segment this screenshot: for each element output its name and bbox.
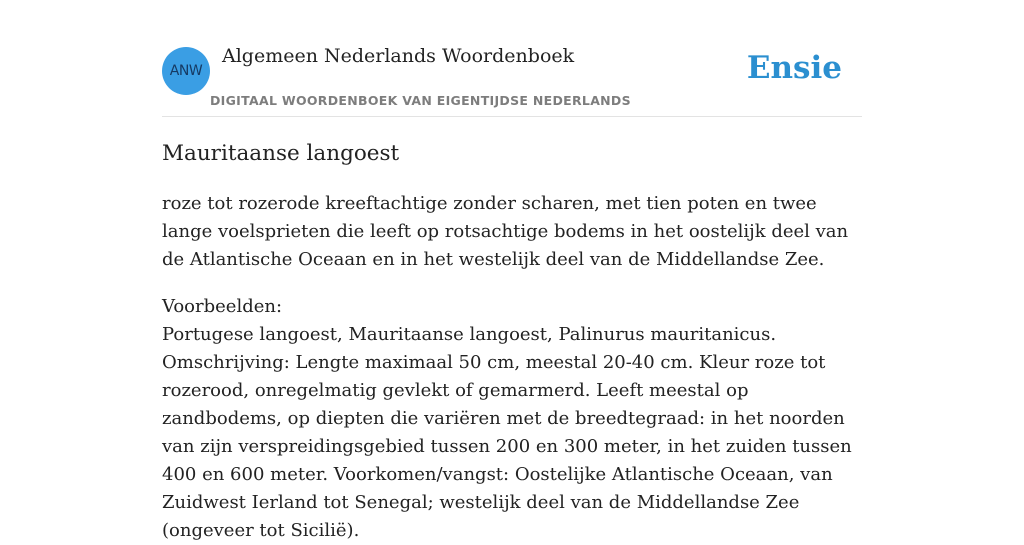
entry-headword: Mauritaanse langoest	[162, 141, 400, 166]
entry-definition: roze tot rozerode kreeftachtige zonder scharen, met tien poten en twee lange voelsprieten die leeft op rotsachtige bodems in het oostelijk deel van de Atlantische Oceaan en in het westelijk deel van de Middellandse Zee.	[162, 193, 849, 270]
examples-text: Portugese langoest, Mauritaanse langoest, Palinurus mauritanicus. Omschrijving: Lengte maximaal 50 cm, meestal 20-40 cm. Kleur roze tot rozerood, onregelmatig gevlekt of gemarmerd. Leeft meestal op zandbodems, op diepten die variëren met de breedtegraad: in het noorden van zijn verspreidingsgebied tussen 200 en 300 meter, in het zuiden tussen 400 en 600 meter. Voorkomen/vangst: Oostelijke Atlantische Oceaan, van Zuidwest Ierland tot Senegal; westelijk deel van de Middellandse Zee (ongeveer tot Sicilië).	[162, 324, 852, 541]
entry-content	[162, 116, 862, 545]
dictionary-subtitle: DIGITAAL WOORDENBOEK VAN EIGENTIJDSE NEDERLANDS	[210, 93, 631, 108]
anw-logo[interactable]: ANW	[162, 47, 210, 95]
examples-label: Voorbeelden:	[162, 296, 283, 317]
dictionary-title[interactable]: Algemeen Nederlands Woordenboek	[222, 45, 575, 67]
site-header	[162, 0, 862, 117]
ensie-brand-link[interactable]: Ensie	[746, 50, 842, 86]
entry-examples	[162, 293, 862, 545]
